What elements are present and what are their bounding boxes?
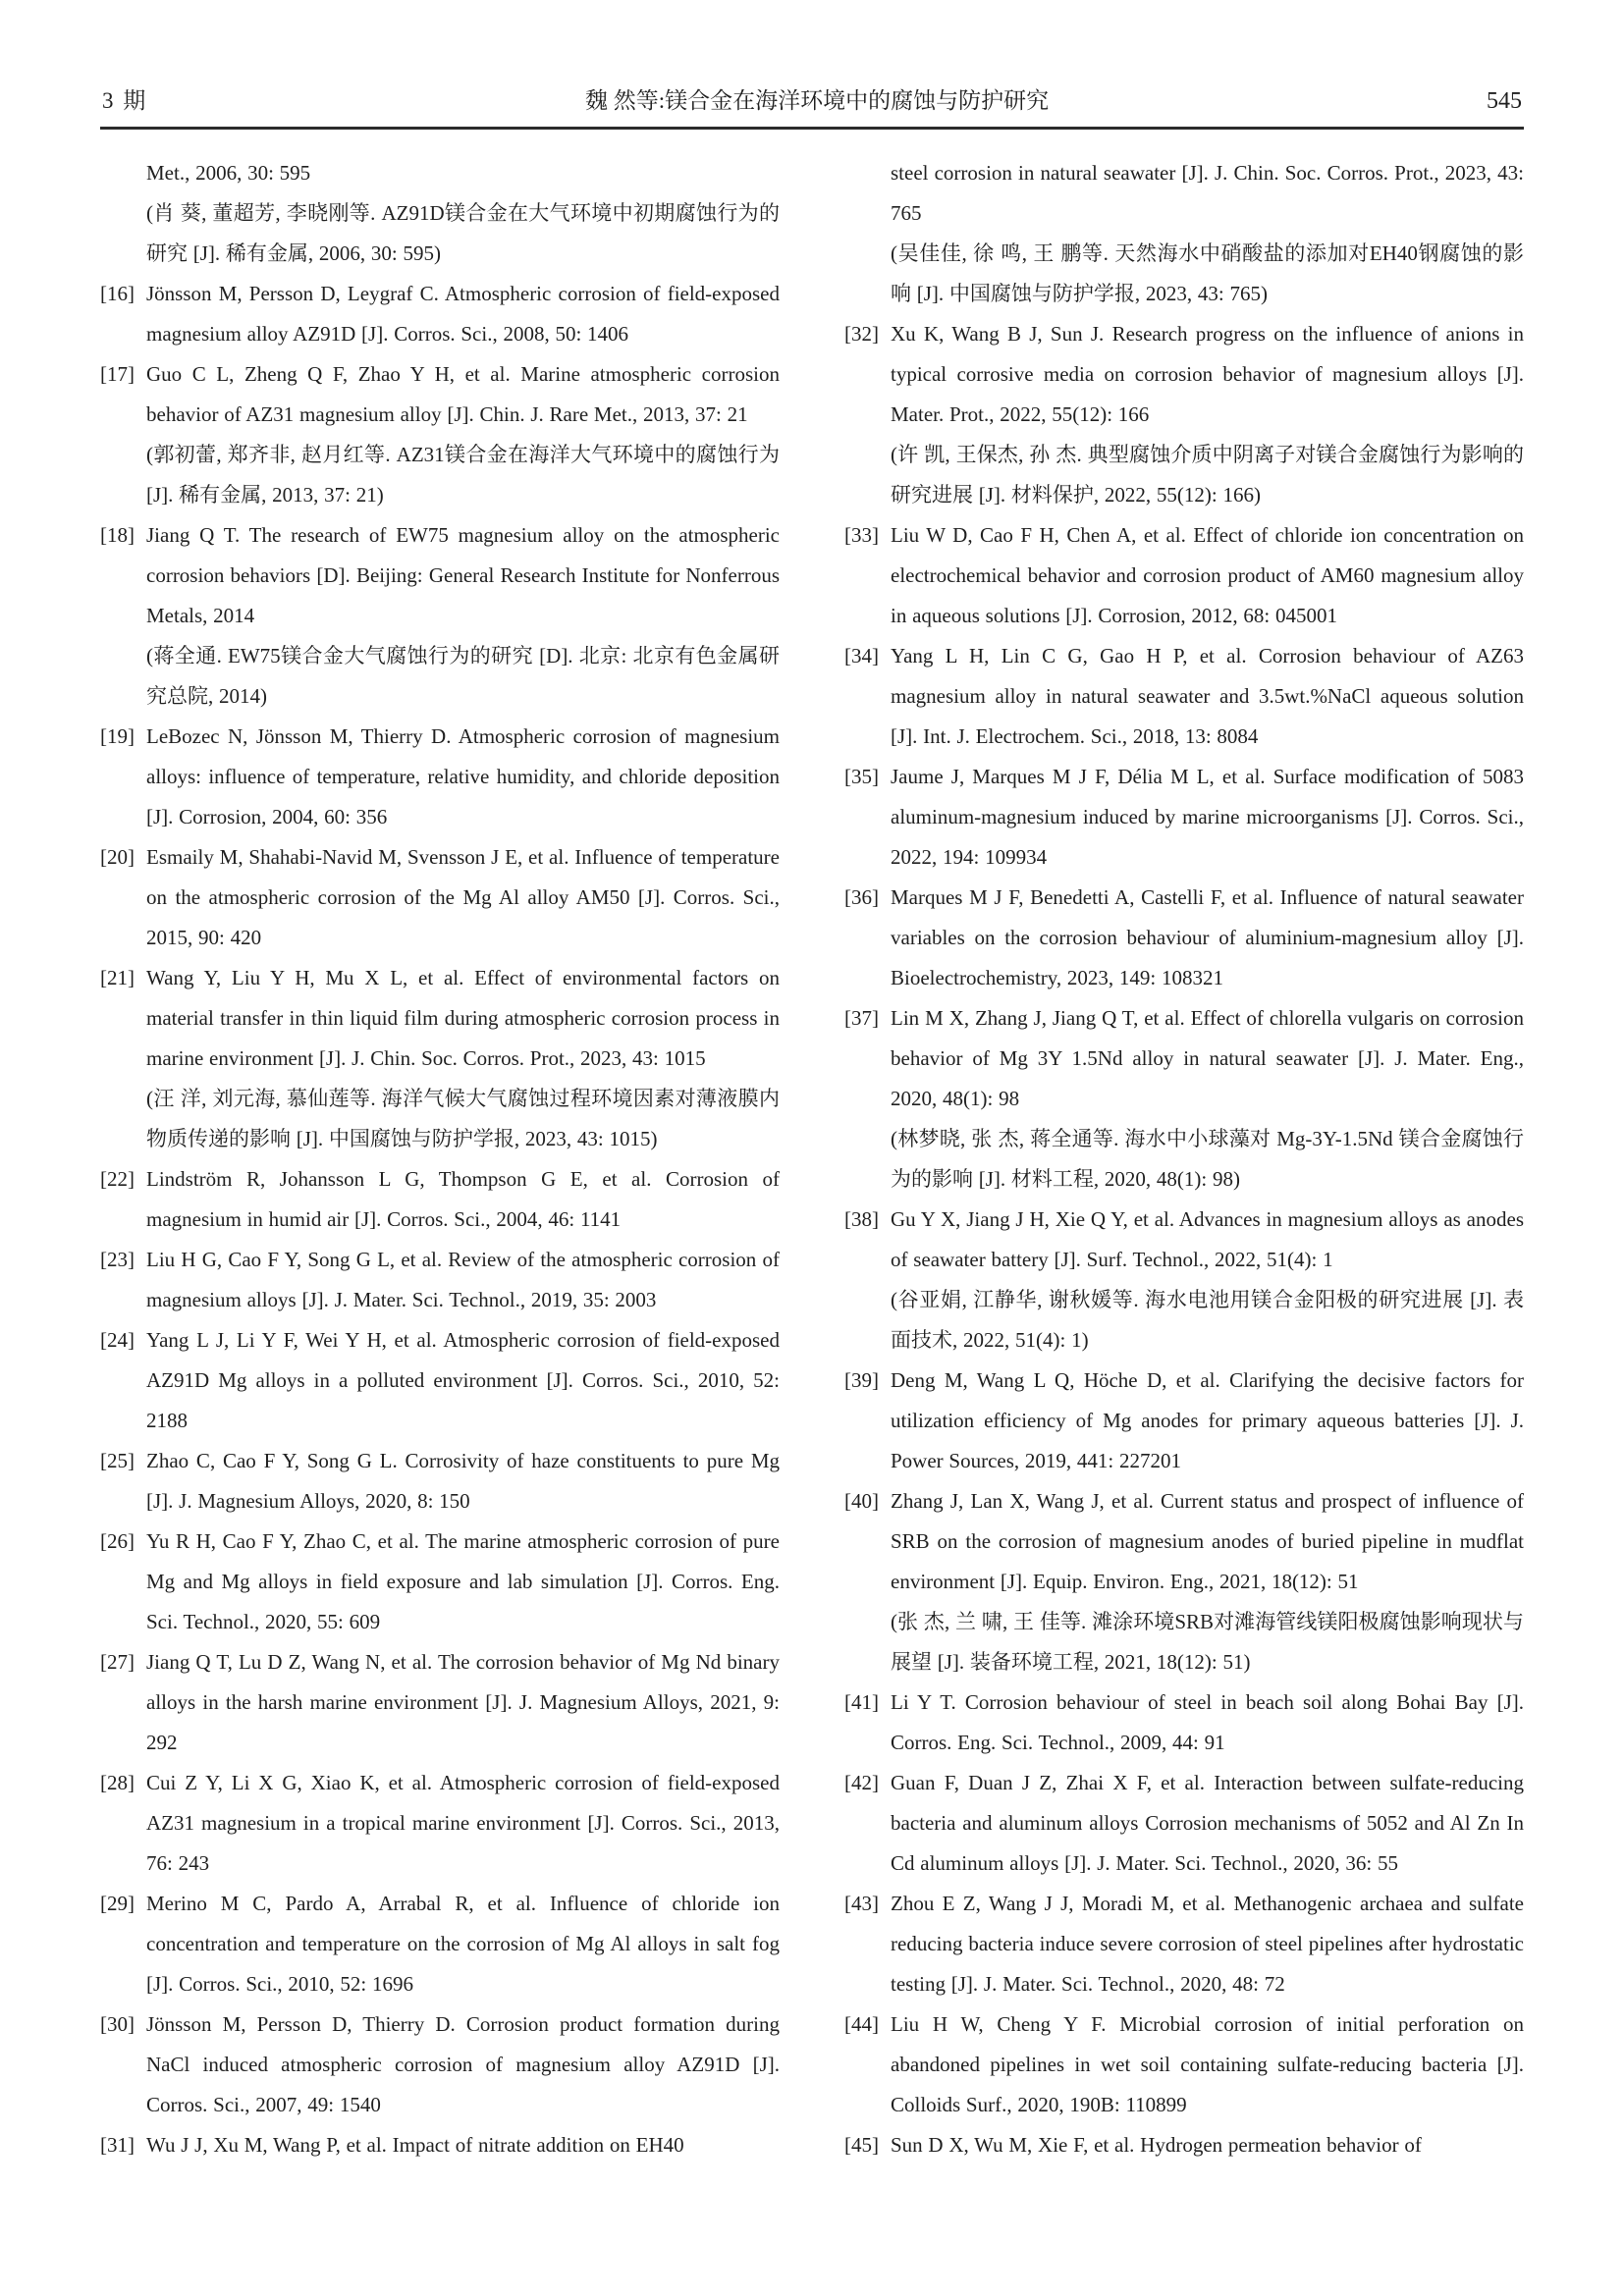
reference-number: [41] — [844, 1690, 879, 1714]
reference-entry — [844, 2125, 1524, 2165]
reference-text-en: Wu J J, Xu M, Wang P, et al. Impact of nitrate addition on EH40 — [146, 2133, 684, 2157]
reference-text-en: Liu H G, Cao F Y, Song G L, et al. Review of the atmospheric corrosion of magnesium alloys [J]. J. Mater. Sci. Technol., 2019, 35: 2003 — [146, 1248, 780, 1311]
reference-text-zh: (许 凯, 王保杰, 孙 杰. 典型腐蚀介质中阴离子对镁合金腐蚀行为影响的研究进展 [J]. 材料保护, 2022, 55(12): 166) — [891, 443, 1524, 507]
reference-text-en: LeBozec N, Jönsson M, Thierry D. Atmospheric corrosion of magnesium alloys: influence of temperature, relative humidity, and chloride deposition [J]. Corrosion, 2004, 60: 356 — [146, 724, 780, 828]
reference-number: [16] — [100, 282, 135, 305]
reference-body — [146, 1522, 780, 1642]
reference-number: [38] — [844, 1207, 879, 1231]
reference-entry — [100, 1763, 780, 1884]
reference-entry — [100, 1240, 780, 1320]
reference-text-en: Cui Z Y, Li X G, Xiao K, et al. Atmospheric corrosion of field-exposed AZ31 magnesium in a tropical marine environment [J]. Corros. Sci., 2013, 76: 243 — [146, 1771, 780, 1875]
reference-entry — [844, 515, 1524, 636]
reference-number: [19] — [100, 724, 135, 748]
reference-entry — [844, 878, 1524, 998]
reference-number: [29] — [100, 1892, 135, 1915]
reference-text-en: Deng M, Wang L Q, Höche D, et al. Clarifying the decisive factors for utilization efficiency of Mg anodes for primary aqueous batteries [J]. J. Power Sources, 2019, 441: 227201 — [891, 1368, 1524, 1472]
page-number: 545 — [1487, 88, 1522, 114]
reference-text-en: Jönsson M, Persson D, Leygraf C. Atmospheric corrosion of field-exposed magnesium alloy AZ91D [J]. Corros. Sci., 2008, 50: 1406 — [146, 282, 780, 346]
reference-number: [23] — [100, 1248, 135, 1271]
reference-number — [844, 153, 891, 314]
reference-body — [146, 274, 780, 354]
reference-number: [40] — [844, 1489, 879, 1513]
reference-entry — [100, 153, 780, 274]
reference-text-zh: (谷亚娟, 江静华, 谢秋媛等. 海水电池用镁合金阳极的研究进展 [J]. 表面技术, 2022, 51(4): 1) — [891, 1288, 1524, 1352]
reference-text-en: Lin M X, Zhang J, Jiang Q T, et al. Effect of chlorella vulgaris on corrosion behavior of Mg 3Y 1.5Nd alloy in natural seawater [J]. J. Mater. Eng., 2020, 48(1): 98 — [891, 1006, 1524, 1110]
reference-number: [35] — [844, 765, 879, 788]
reference-entry — [100, 717, 780, 837]
reference-number: [31] — [100, 2133, 135, 2157]
reference-text-zh: (张 杰, 兰 啸, 王 佳等. 滩涂环境SRB对滩海管线镁阳极腐蚀影响现状与展望 [J]. 装备环境工程, 2021, 18(12): 51) — [891, 1610, 1524, 1674]
reference-body — [146, 515, 780, 717]
issue-number: 3 期 — [102, 88, 148, 113]
reference-text-en: Zhou E Z, Wang J J, Moradi M, et al. Methanogenic archaea and sulfate reducing bacteria induce severe corrosion of steel pipelines after hydrostatic testing [J]. J. Mater. Sci. Technol., 2020, 48: 72 — [891, 1892, 1524, 1996]
reference-entry — [100, 2125, 780, 2165]
reference-entry — [844, 1682, 1524, 1763]
reference-number: [45] — [844, 2133, 879, 2157]
reference-entry — [844, 314, 1524, 515]
reference-entry — [100, 837, 780, 958]
running-title: 魏 然等:镁合金在海洋环境中的腐蚀与防护研究 — [585, 88, 1050, 113]
reference-entry — [844, 998, 1524, 1200]
reference-text-en: Xu K, Wang B J, Sun J. Research progress on the influence of anions in typical corrosive media on corrosion behavior of magnesium alloys [J]. Mater. Prot., 2022, 55(12): 166 — [891, 322, 1524, 426]
reference-entry — [100, 1320, 780, 1441]
reference-text-zh: (吴佳佳, 徐 鸣, 王 鹏等. 天然海水中硝酸盐的添加对EH40钢腐蚀的影响 [J]. 中国腐蚀与防护学报, 2023, 43: 765) — [891, 241, 1524, 305]
reference-entry — [844, 153, 1524, 314]
reference-entry — [844, 2004, 1524, 2125]
reference-body — [146, 1884, 780, 2004]
reference-text-en: Yang L J, Li Y F, Wei Y H, et al. Atmospheric corrosion of field-exposed AZ91D Mg alloys in a polluted environment [J]. Corros. Sci., 2010, 52: 2188 — [146, 1328, 780, 1432]
reference-text-en: Gu Y X, Jiang J H, Xie Q Y, et al. Advances in magnesium alloys as anodes of seawater battery [J]. Surf. Technol., 2022, 51(4): 1 — [891, 1207, 1524, 1271]
reference-body — [891, 1884, 1524, 2004]
reference-text-zh: (郭初蕾, 郑齐非, 赵月红等. AZ31镁合金在海洋大气环境中的腐蚀行为 [J]. 稀有金属, 2013, 37: 21) — [146, 443, 780, 507]
reference-body — [146, 1642, 780, 1763]
reference-text-en: Sun D X, Wu M, Xie F, et al. Hydrogen permeation behavior of — [891, 2133, 1422, 2157]
reference-number: [42] — [844, 1771, 879, 1794]
reference-text-en: Esmaily M, Shahabi-Navid M, Svensson J E, et al. Influence of temperature on the atmospheric corrosion of the Mg Al alloy AM50 [J]. Corros. Sci., 2015, 90: 420 — [146, 845, 780, 949]
reference-number: [37] — [844, 1006, 879, 1030]
reference-text-en: Liu W D, Cao F H, Chen A, et al. Effect of chloride ion concentration on electrochemical behavior and corrosion product of AM60 magnesium alloy in aqueous solutions [J]. Corrosion, 2012, 68: 045001 — [891, 523, 1524, 627]
reference-number: [32] — [844, 322, 879, 346]
reference-number: [18] — [100, 523, 135, 547]
reference-body — [891, 515, 1524, 636]
reference-entry — [100, 354, 780, 515]
reference-body — [891, 153, 1524, 314]
reference-number: [36] — [844, 885, 879, 909]
reference-number: [34] — [844, 644, 879, 667]
reference-body — [891, 1361, 1524, 1481]
page-header — [100, 82, 1524, 130]
reference-text-en: Jiang Q T, Lu D Z, Wang N, et al. The corrosion behavior of Mg Nd binary alloys in the harsh marine environment [J]. J. Magnesium Alloys, 2021, 9: 292 — [146, 1650, 780, 1754]
reference-body — [146, 837, 780, 958]
reference-text-zh: (蒋全通. EW75镁合金大气腐蚀行为的研究 [D]. 北京: 北京有色金属研究总院, 2014) — [146, 644, 780, 708]
reference-text-en: Wang Y, Liu Y H, Mu X L, et al. Effect of environmental factors on material transfer in thin liquid film during atmospheric corrosion process in marine environment [J]. J. Chin. Soc. Corros. Prot., 2023, 43: 1015 — [146, 966, 780, 1070]
reference-number: [27] — [100, 1650, 135, 1674]
reference-number: [21] — [100, 966, 135, 989]
reference-text-en: Zhao C, Cao F Y, Song G L. Corrosivity of haze constituents to pure Mg [J]. J. Magnesium Alloys, 2020, 8: 150 — [146, 1449, 780, 1513]
reference-body — [146, 2125, 780, 2165]
reference-body — [146, 2004, 780, 2125]
reference-text-en: Yu R H, Cao F Y, Zhao C, et al. The marine atmospheric corrosion of pure Mg and Mg alloys in field exposure and lab simulation [J]. Corros. Eng. Sci. Technol., 2020, 55: 609 — [146, 1529, 780, 1633]
reference-text-en: Liu H W, Cheng Y F. Microbial corrosion of initial perforation on abandoned pipelines in wet soil containing sulfate-reducing bacteria [J]. Colloids Surf., 2020, 190B: 110899 — [891, 2012, 1524, 2116]
reference-body — [891, 2004, 1524, 2125]
reference-number: [17] — [100, 362, 135, 386]
reference-text-zh: (林梦晓, 张 杰, 蒋全通等. 海水中小球藻对 Mg-3Y-1.5Nd 镁合金腐蚀行为的影响 [J]. 材料工程, 2020, 48(1): 98) — [891, 1127, 1524, 1191]
reference-number: [44] — [844, 2012, 879, 2036]
reference-column-left — [100, 153, 780, 2165]
reference-body — [146, 153, 780, 274]
reference-body — [891, 314, 1524, 515]
reference-entry — [100, 274, 780, 354]
reference-text-en: Met., 2006, 30: 595 — [146, 161, 311, 185]
reference-entry — [100, 1522, 780, 1642]
reference-number: [43] — [844, 1892, 879, 1915]
reference-entry — [100, 1884, 780, 2004]
reference-text-en: Marques M J F, Benedetti A, Castelli F, et al. Influence of natural seawater variables on the corrosion behaviour of aluminium-magnesium alloy [J]. Bioelectrochemistry, 2023, 149: 108321 — [891, 885, 1524, 989]
reference-text-en: Jiang Q T. The research of EW75 magnesium alloy on the atmospheric corrosion behaviors [D]. Beijing: General Research Institute for Nonferrous Metals, 2014 — [146, 523, 780, 627]
reference-body — [146, 354, 780, 515]
reference-text-en: Guo C L, Zheng Q F, Zhao Y H, et al. Marine atmospheric corrosion behavior of AZ31 magnesium alloy [J]. Chin. J. Rare Met., 2013, 37: 21 — [146, 362, 780, 426]
reference-body — [146, 958, 780, 1159]
reference-number: [20] — [100, 845, 135, 869]
reference-body — [146, 717, 780, 837]
reference-body — [146, 1240, 780, 1320]
reference-text-en: Yang L H, Lin C G, Gao H P, et al. Corrosion behaviour of AZ63 magnesium alloy in natural seawater and 3.5wt.%NaCl aqueous solution [J]. Int. J. Electrochem. Sci., 2018, 13: 8084 — [891, 644, 1524, 748]
reference-body — [891, 1481, 1524, 1682]
reference-number: [25] — [100, 1449, 135, 1472]
reference-number: [33] — [844, 523, 879, 547]
reference-number — [100, 153, 146, 274]
reference-body — [146, 1441, 780, 1522]
reference-entry — [100, 1441, 780, 1522]
reference-body — [891, 998, 1524, 1200]
reference-text-en: Zhang J, Lan X, Wang J, et al. Current status and prospect of influence of SRB on the corrosion of magnesium anodes of buried pipeline in mudflat environment [J]. Equip. Environ. Eng., 2021, 18(12): 51 — [891, 1489, 1524, 1593]
reference-column-right — [844, 153, 1524, 2165]
reference-entry — [844, 1361, 1524, 1481]
reference-body — [146, 1763, 780, 1884]
reference-body — [891, 757, 1524, 878]
reference-number: [28] — [100, 1771, 135, 1794]
reference-body — [891, 1682, 1524, 1763]
reference-text-en: steel corrosion in natural seawater [J]. J. Chin. Soc. Corros. Prot., 2023, 43: 765 — [891, 161, 1524, 225]
reference-entry — [844, 1481, 1524, 1682]
reference-text-en: Guan F, Duan J Z, Zhai X F, et al. Interaction between sulfate-reducing bacteria and aluminum alloys Corrosion mechanisms of 5052 and Al Zn In Cd aluminum alloys [J]. J. Mater. Sci. Technol., 2020, 36: 55 — [891, 1771, 1524, 1875]
reference-body — [146, 1320, 780, 1441]
reference-body — [146, 1159, 780, 1240]
references-section — [100, 153, 1524, 2165]
reference-entry — [100, 958, 780, 1159]
reference-text-en: Li Y T. Corrosion behaviour of steel in beach soil along Bohai Bay [J]. Corros. Eng. Sci. Technol., 2009, 44: 91 — [891, 1690, 1524, 1754]
reference-body — [891, 878, 1524, 998]
reference-text-en: Lindström R, Johansson L G, Thompson G E, et al. Corrosion of magnesium in humid air [J]. Corros. Sci., 2004, 46: 1141 — [146, 1167, 780, 1231]
reference-entry — [844, 1763, 1524, 1884]
reference-entry — [844, 636, 1524, 757]
reference-text-en: Merino M C, Pardo A, Arrabal R, et al. Influence of chloride ion concentration and temperature on the corrosion of Mg Al alloys in salt fog [J]. Corros. Sci., 2010, 52: 1696 — [146, 1892, 780, 1996]
reference-number: [26] — [100, 1529, 135, 1553]
reference-number: [24] — [100, 1328, 135, 1352]
reference-entry — [100, 2004, 780, 2125]
reference-entry — [100, 1159, 780, 1240]
reference-number: [39] — [844, 1368, 879, 1392]
reference-entry — [100, 515, 780, 717]
reference-body — [891, 636, 1524, 757]
reference-body — [891, 2125, 1524, 2165]
reference-body — [891, 1200, 1524, 1361]
reference-entry — [100, 1642, 780, 1763]
reference-number: [30] — [100, 2012, 135, 2036]
reference-text-zh: (汪 洋, 刘元海, 慕仙莲等. 海洋气候大气腐蚀过程环境因素对薄液膜内物质传递的影响 [J]. 中国腐蚀与防护学报, 2023, 43: 1015) — [146, 1087, 780, 1150]
reference-body — [891, 1763, 1524, 1884]
reference-text-en: Jönsson M, Persson D, Thierry D. Corrosion product formation during NaCl induced atmospheric corrosion of magnesium alloy AZ91D [J]. Corros. Sci., 2007, 49: 1540 — [146, 2012, 780, 2116]
reference-text-zh: (肖 葵, 董超芳, 李晓刚等. AZ91D镁合金在大气环境中初期腐蚀行为的研究 [J]. 稀有金属, 2006, 30: 595) — [146, 201, 780, 265]
reference-entry — [844, 1884, 1524, 2004]
reference-text-en: Jaume J, Marques M J F, Délia M L, et al. Surface modification of 5083 aluminum-magnesium induced by marine microorganisms [J]. Corros. Sci., 2022, 194: 109934 — [891, 765, 1524, 869]
reference-entry — [844, 757, 1524, 878]
reference-number: [22] — [100, 1167, 135, 1191]
reference-entry — [844, 1200, 1524, 1361]
